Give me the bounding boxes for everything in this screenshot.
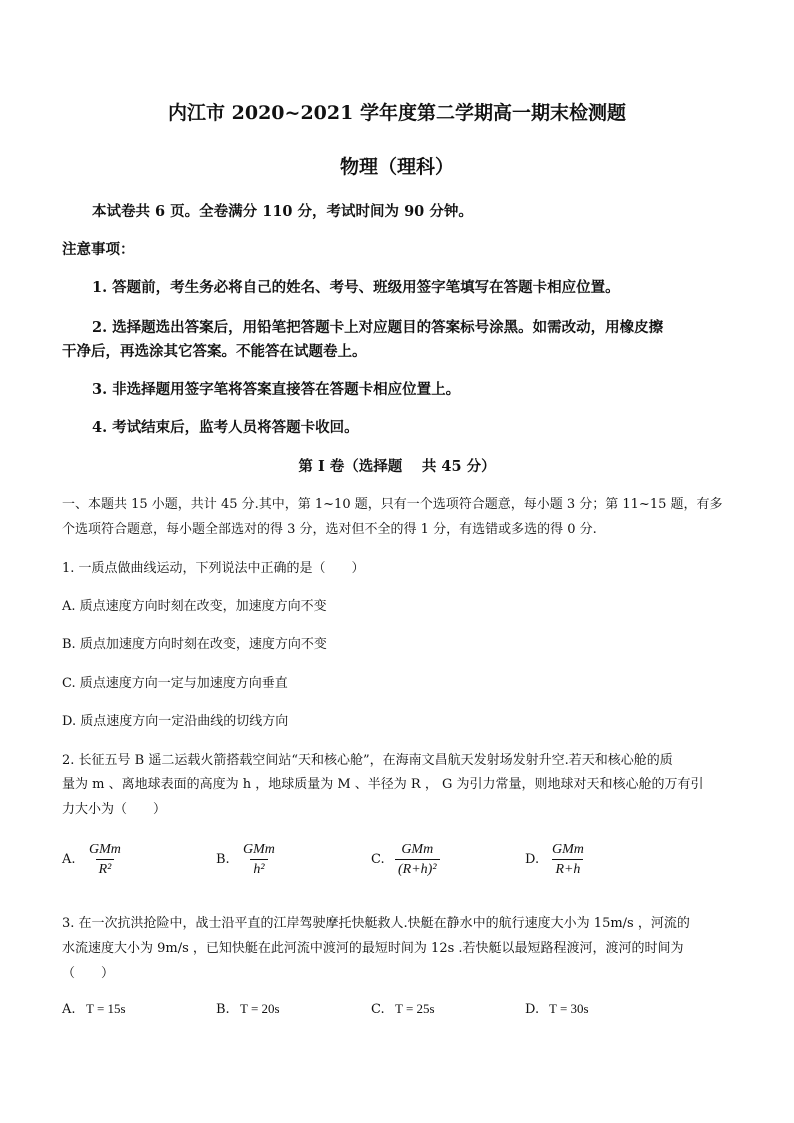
question-3-stem: 水流速度大小为 9m/s ，已知快艇在此河流中渡河的最短时间为 12s .若快艇以最短路程渡河，渡河的时间为 (62, 941, 684, 956)
formula-fraction (240, 842, 278, 878)
notice-item: 4. 考试结束后，监考人员将答题卡收回。 (92, 419, 359, 436)
question-1-option-a: A. 质点速度方向时刻在改变，加速度方向不变 (62, 599, 327, 614)
question-1-option-d: D. 质点速度方向一定沿曲线的切线方向 (62, 714, 289, 729)
formula-fraction (549, 842, 587, 878)
question-1-option-c: C. 质点速度方向一定与加速度方向垂直 (62, 676, 288, 691)
notice-item: 3. 非选择题用签字笔将答案直接答在答题卡相应位置上。 (92, 381, 461, 398)
formula-denominator: h² (250, 859, 267, 877)
notice-item: 1. 答题前，考生务必将自己的姓名、考号、班级用签字笔填写在答题卡相应位置。 (92, 279, 620, 296)
notice-heading: 注意事项： (62, 241, 135, 258)
question-3-option-d (525, 1001, 589, 1017)
question-2-stem: 力大小为（ ） (62, 802, 167, 817)
question-2-option-d (525, 842, 587, 878)
option-label: A. (62, 852, 76, 868)
formula-denominator: (R+h)² (395, 859, 440, 877)
question-3-option-b (216, 1001, 280, 1017)
option-label: B. (216, 852, 230, 868)
option-label: C. (371, 1001, 385, 1017)
question-1-option-b: B. 质点加速度方向时刻在改变，速度方向不变 (62, 637, 327, 652)
option-label: D. (525, 1001, 540, 1017)
option-value: T = 15s (86, 1001, 126, 1016)
option-label: D. (525, 852, 540, 868)
notice-item: 干净后，再选涂其它答案。不能答在试题卷上。 (62, 343, 367, 360)
section-instructions: 一、本题共 15 小题，共计 45 分.其中，第 1~10 题，只有一个选项符合题意，每小题 3 分；第 11~15 题，有多 (62, 497, 723, 512)
formula-fraction (395, 842, 440, 878)
exam-subtitle: 物理（理科） (339, 156, 454, 178)
intro-text: 本试卷共 6 页。全卷满分 110 分，考试时间为 90 分钟。 (92, 203, 473, 220)
question-2-option-c (371, 842, 440, 878)
question-3-stem: 3. 在一次抗洪抢险中，战士沿平直的江岸驾驶摩托快艇救人.快艇在静水中的航行速度大小为 15m/s ，河流的 (62, 916, 690, 931)
section-instructions: 个选项符合题意，每小题全部选对的得 3 分，选对但不全的得 1 分，有选错或多选的得 0 分. (62, 522, 597, 537)
option-value: T = 20s (240, 1001, 280, 1016)
question-2-stem: 2. 长征五号 B 遥二运载火箭搭载空间站“天和核心舱”，在海南文昌航天发射场发射升空.若天和核心舱的质 (62, 753, 673, 768)
question-2-stem: 量为 m 、离地球表面的高度为 h ，地球质量为 M 、半径为 R ， G 为引力常量，则地球对天和核心舱的万有引 (62, 777, 704, 792)
exam-title: 内江市 2020~2021 学年度第二学期高一期末检测题 (168, 102, 626, 124)
formula-fraction (86, 842, 124, 878)
option-label: B. (216, 1001, 230, 1017)
notice-item: 2. 选择题选出答案后，用铅笔把答题卡上对应题目的答案标号涂黑。如需改动，用橡皮擦 (92, 319, 664, 336)
option-label: A. (62, 1001, 76, 1017)
question-3-stem: （ ） (62, 966, 115, 981)
section-title: 第 I 卷（选择题 共 45 分） (298, 458, 496, 475)
question-3-option-a (62, 1001, 126, 1017)
formula-denominator: R+h (552, 859, 583, 877)
formula-numerator: GMm (243, 842, 275, 857)
option-value: T = 25s (395, 1001, 435, 1016)
question-2-option-a (62, 842, 124, 878)
formula-denominator: R² (96, 859, 115, 877)
option-label: C. (371, 852, 385, 868)
question-2-option-b (216, 842, 278, 878)
formula-numerator: GMm (552, 842, 584, 857)
formula-numerator: GMm (401, 842, 434, 857)
formula-numerator: GMm (89, 842, 121, 857)
option-value: T = 30s (549, 1001, 589, 1016)
question-3-option-c (371, 1001, 435, 1017)
question-1-stem: 1. 一质点做曲线运动，下列说法中正确的是（ ） (62, 561, 365, 576)
